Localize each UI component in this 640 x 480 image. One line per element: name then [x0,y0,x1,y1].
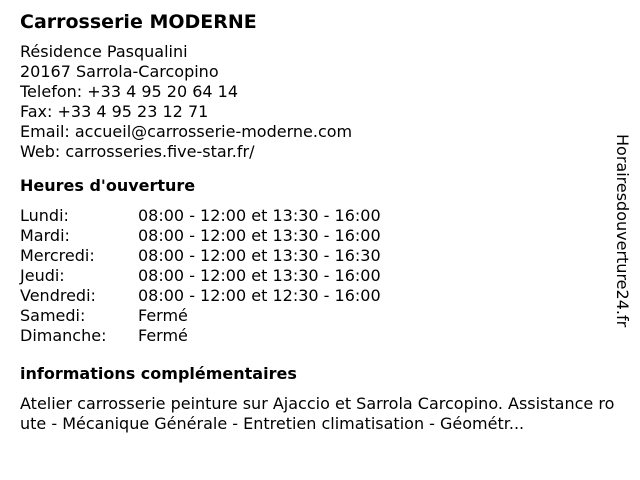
info-description: Atelier carrosserie peinture sur Ajaccio et Sarrola Carcopino. Assistance route - Mécanique Générale - Entretien climatisation - Géométr... [20,394,615,433]
business-card [20,8,620,434]
day-hours: 08:00 - 12:00 et 13:30 - 16:30 [138,246,381,265]
hours-row-sunday [20,326,620,346]
fax-number: Fax: +33 4 95 23 12 71 [20,102,209,121]
hours-row-wednesday [20,246,620,266]
day-label: Samedi: [20,306,86,325]
day-label: Mardi: [20,226,70,245]
street-address: Résidence Pasqualini [20,42,188,61]
day-hours: 08:00 - 12:00 et 13:30 - 16:00 [138,226,381,245]
hours-row-friday [20,286,620,306]
day-hours: Fermé [138,306,188,325]
hours-title: Heures d'ouverture [20,176,196,195]
city-address: 20167 Sarrola-Carcopino [20,62,219,81]
day-hours: 08:00 - 12:00 et 12:30 - 16:00 [138,286,381,305]
business-name: Carrosserie MODERNE [20,11,257,33]
day-hours: Fermé [138,326,188,345]
hours-row-monday [20,206,620,226]
hours-row-thursday [20,266,620,286]
day-label: Jeudi: [20,266,65,285]
email-address: Email: accueil@carrosserie-moderne.com [20,122,353,141]
website: Web: carrosseries.five-star.fr/ [20,142,255,161]
hours-row-tuesday [20,226,620,246]
site-watermark: Horairesdouverture24.fr [613,134,632,328]
day-hours: 08:00 - 12:00 et 13:30 - 16:00 [138,266,381,285]
day-label: Lundi: [20,206,69,225]
hours-table [20,206,620,346]
day-label: Dimanche: [20,326,107,345]
info-title: informations complémentaires [20,364,297,383]
contact-block [20,42,620,162]
phone-number: Telefon: +33 4 95 20 64 14 [20,82,239,101]
day-label: Vendredi: [20,286,96,305]
day-hours: 08:00 - 12:00 et 13:30 - 16:00 [138,206,381,225]
day-label: Mercredi: [20,246,95,265]
hours-row-saturday [20,306,620,326]
